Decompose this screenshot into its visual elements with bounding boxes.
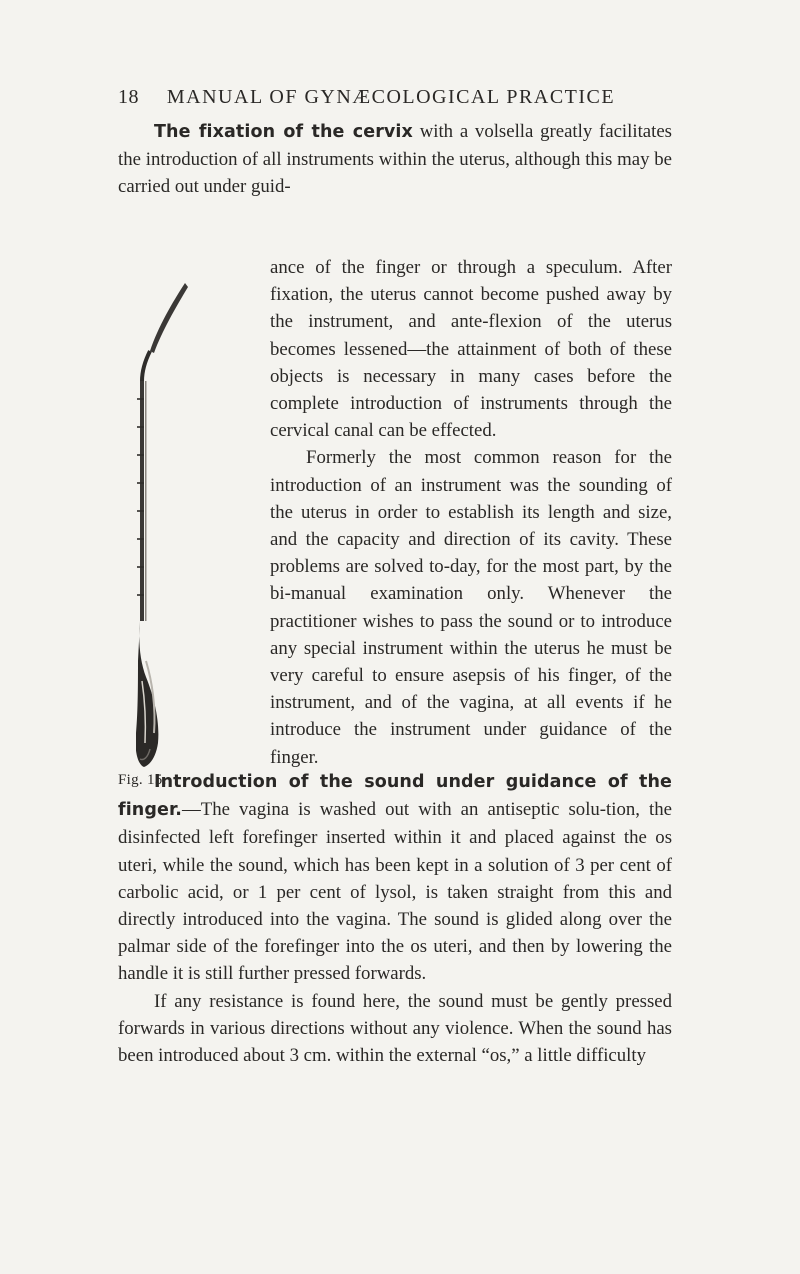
page-number: 18 [118, 86, 139, 108]
page-header [118, 86, 664, 116]
paragraph-sounding: Formerly the most common reason for the introduction of an instrument was the sounding of the uterus in order to establish its length and size, and the capacity and direction of its cavity. These problems are solved to-day, for the most part, by the bi-manual examination only. Whenever the practitioner wishes to pass the sound or to introduce any special instrument within the uterus he must be very careful to ensure asepsis of his finger, of the instrument, and of the vagina, at all events if he introduce the instrument under guidance of the finger. [270, 447, 672, 768]
figure-caption: Fig. 15. [118, 772, 167, 788]
side-column [270, 254, 672, 771]
paragraph-introduction-of-sound [118, 768, 672, 988]
paragraph-resistance: If any resistance is found here, the sound must be gently pressed forwards in various directions without any violence. When the sound has been introduced about 3 cm. within the external “os,” a little difficulty [118, 990, 672, 1067]
paragraph-fixation-body-top: with a volsella greatly facilitates the introduction of all instruments within the uterus, although this may be carried out under guid- [118, 121, 672, 198]
lower-column [118, 768, 672, 1069]
paragraph-fixation-top [118, 118, 672, 201]
paragraph-heading-introduction: Introduction of the sound under guidance of the finger. [118, 772, 672, 821]
running-title: MANUAL OF GYNÆCOLOGICAL PRACTICE [166, 86, 616, 108]
paragraph-introduction-body: —The vagina is washed out with an antiseptic solu-tion, the disinfected left forefinger inserted within it and placed against the os uteri, while the sound, which has been kept in a solution of 3 per cent of carbolic acid, or 1 per cent of lysol, is taken straight from this and directly introduced into the vagina. The sound is glided along over the palmar side of the forefinger into the os uteri, and then by lowering the handle it is still further pressed forwards. [118, 799, 672, 985]
uterine-sound-icon [136, 281, 196, 771]
paragraph-fixation-continued: ance of the finger or through a speculum. After fixation, the uterus cannot become pushed away by the instrument, and ante-flexion of the uterus becomes lessened—the attainment of both of these objects is necessary in many cases before the complete introduction of instruments through the cervical canal can be effected. [270, 257, 672, 442]
figure-15 [118, 281, 270, 801]
paragraph-heading-fixation: The fixation of the cervix [154, 122, 413, 142]
